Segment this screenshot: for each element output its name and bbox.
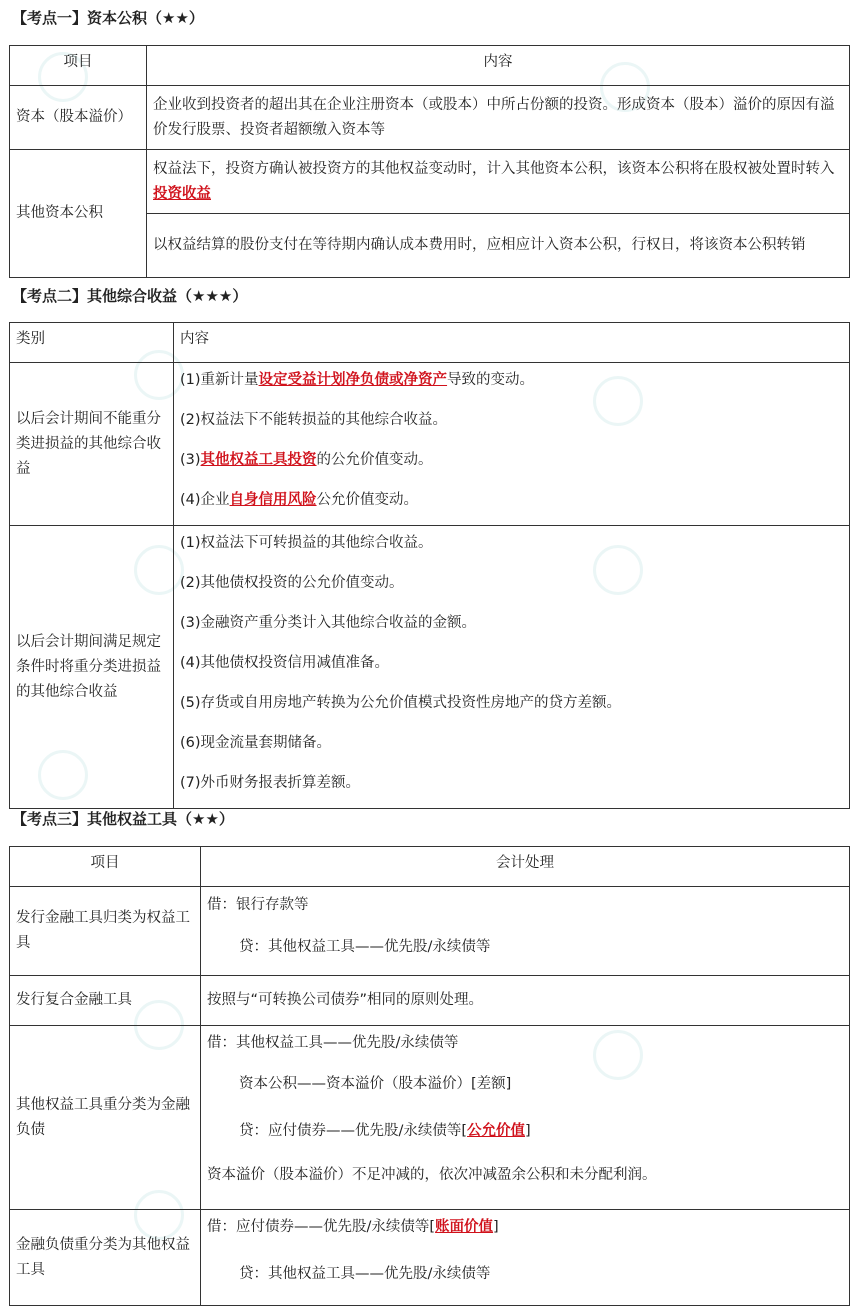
row-content [174,526,850,809]
list-item: (2)权益法下不能转损益的其他综合收益。 [180,412,448,428]
header-item: 项目 [10,847,201,887]
list-item: (2)其他债权投资的公允价值变动。 [180,575,404,591]
table-row [10,86,850,150]
table-header-row [10,847,850,887]
row-content [174,363,850,526]
list-item: (4)企业自身信用风险公允价值变动。 [180,492,419,508]
highlight-term: 投资收益 [153,185,211,202]
list-item: (6)现金流量套期储备。 [180,735,332,751]
journal-credit: 贷：应付债券——优先股/永续债等[公允价值] [239,1123,531,1139]
list-item: (1)重新计量设定受益计划净负债或净资产导致的变动。 [180,372,535,388]
category-label: 以后会计期间满足规定条件时将重分类进损益的其他综合收益 [10,526,174,809]
table-row [10,887,850,976]
list-item: (7)外币财务报表折算差额。 [180,775,361,791]
highlight-term: 自身信用风险 [229,492,317,508]
journal-credit: 贷：其他权益工具——优先股/永续债等 [239,939,491,955]
header-item: 项目 [10,46,147,86]
row-content [201,1210,850,1306]
section-title-capital-reserve: 【考点一】资本公积（★★） [12,9,204,27]
journal-line: 资本公积——资本溢价（股本溢价）[差额] [239,1076,512,1092]
header-content: 内容 [174,323,850,363]
row-item-label: 发行金融工具归类为权益工具 [10,887,201,976]
journal-debit: 借：银行存款等 [207,897,309,913]
table-row [10,1210,850,1306]
list-item: (1)权益法下可转损益的其他综合收益。 [180,535,433,551]
row-content [201,1026,850,1210]
row-content: 企业收到投资者的超出其在企业注册资本（或股本）中所占份额的投资。形成资本（股本）溢价的原因有溢价发行股票、投资者超额缴入资本等 [147,86,850,150]
table-row [10,526,850,809]
row-item-label: 其他资本公积 [10,150,147,278]
other-equity-table [9,846,850,1306]
category-label: 以后会计期间不能重分类进损益的其他综合收益 [10,363,174,526]
table-header-row [10,46,850,86]
note-text: 资本溢价（股本溢价）不足冲减的，依次冲减盈余公积和未分配利润。 [207,1167,657,1183]
table-row [10,1026,850,1210]
list-item: (4)其他债权投资信用减值准备。 [180,655,390,671]
highlight-term: 其他权益工具投资 [200,452,317,468]
highlight-term: 公允价值 [467,1123,526,1139]
journal-credit: 贷：其他权益工具——优先股/永续债等 [239,1266,491,1282]
highlight-term: 账面价值 [435,1219,494,1235]
row-content: 按照与“可转换公司债券”相同的原则处理。 [201,976,850,1026]
table-header-row [10,323,850,363]
table-row [10,150,850,214]
header-category: 类别 [10,323,174,363]
oci-table [9,322,850,809]
list-item: (3)其他权益工具投资的公允价值变动。 [180,452,433,468]
row-content [201,887,850,976]
journal-debit: 借：其他权益工具——优先股/永续债等 [207,1035,459,1051]
row-content [147,150,850,214]
list-item: (3)金融资产重分类计入其他综合收益的金额。 [180,615,477,631]
row-item-label: 其他权益工具重分类为金融负债 [10,1026,201,1210]
content-text: 权益法下，投资方确认被投资方的其他权益变动时，计入其他资本公积，该资本公积将在股权被处置时转入 [153,160,835,177]
section-title-oci: 【考点二】其他综合收益（★★★） [12,287,248,305]
journal-debit: 借：应付债券——优先股/永续债等[账面价值] [207,1219,499,1235]
header-content: 内容 [147,46,850,86]
highlight-term: 设定受益计划净负债或净资产 [258,372,448,388]
header-accounting: 会计处理 [201,847,850,887]
table-row [10,363,850,526]
section-title-other-equity: 【考点三】其他权益工具（★★） [12,810,234,828]
row-item-label: 发行复合金融工具 [10,976,201,1026]
list-item: (5)存货或自用房地产转换为公允价值模式投资性房地产的贷方差额。 [180,695,622,711]
row-item-label: 资本（股本溢价） [10,86,147,150]
row-item-label: 金融负债重分类为其他权益工具 [10,1210,201,1306]
row-content: 以权益结算的股份支付在等待期内确认成本费用时，应相应计入资本公积，行权日，将该资本公积转销 [147,214,850,278]
capital-reserve-table [9,45,850,278]
table-row [10,976,850,1026]
